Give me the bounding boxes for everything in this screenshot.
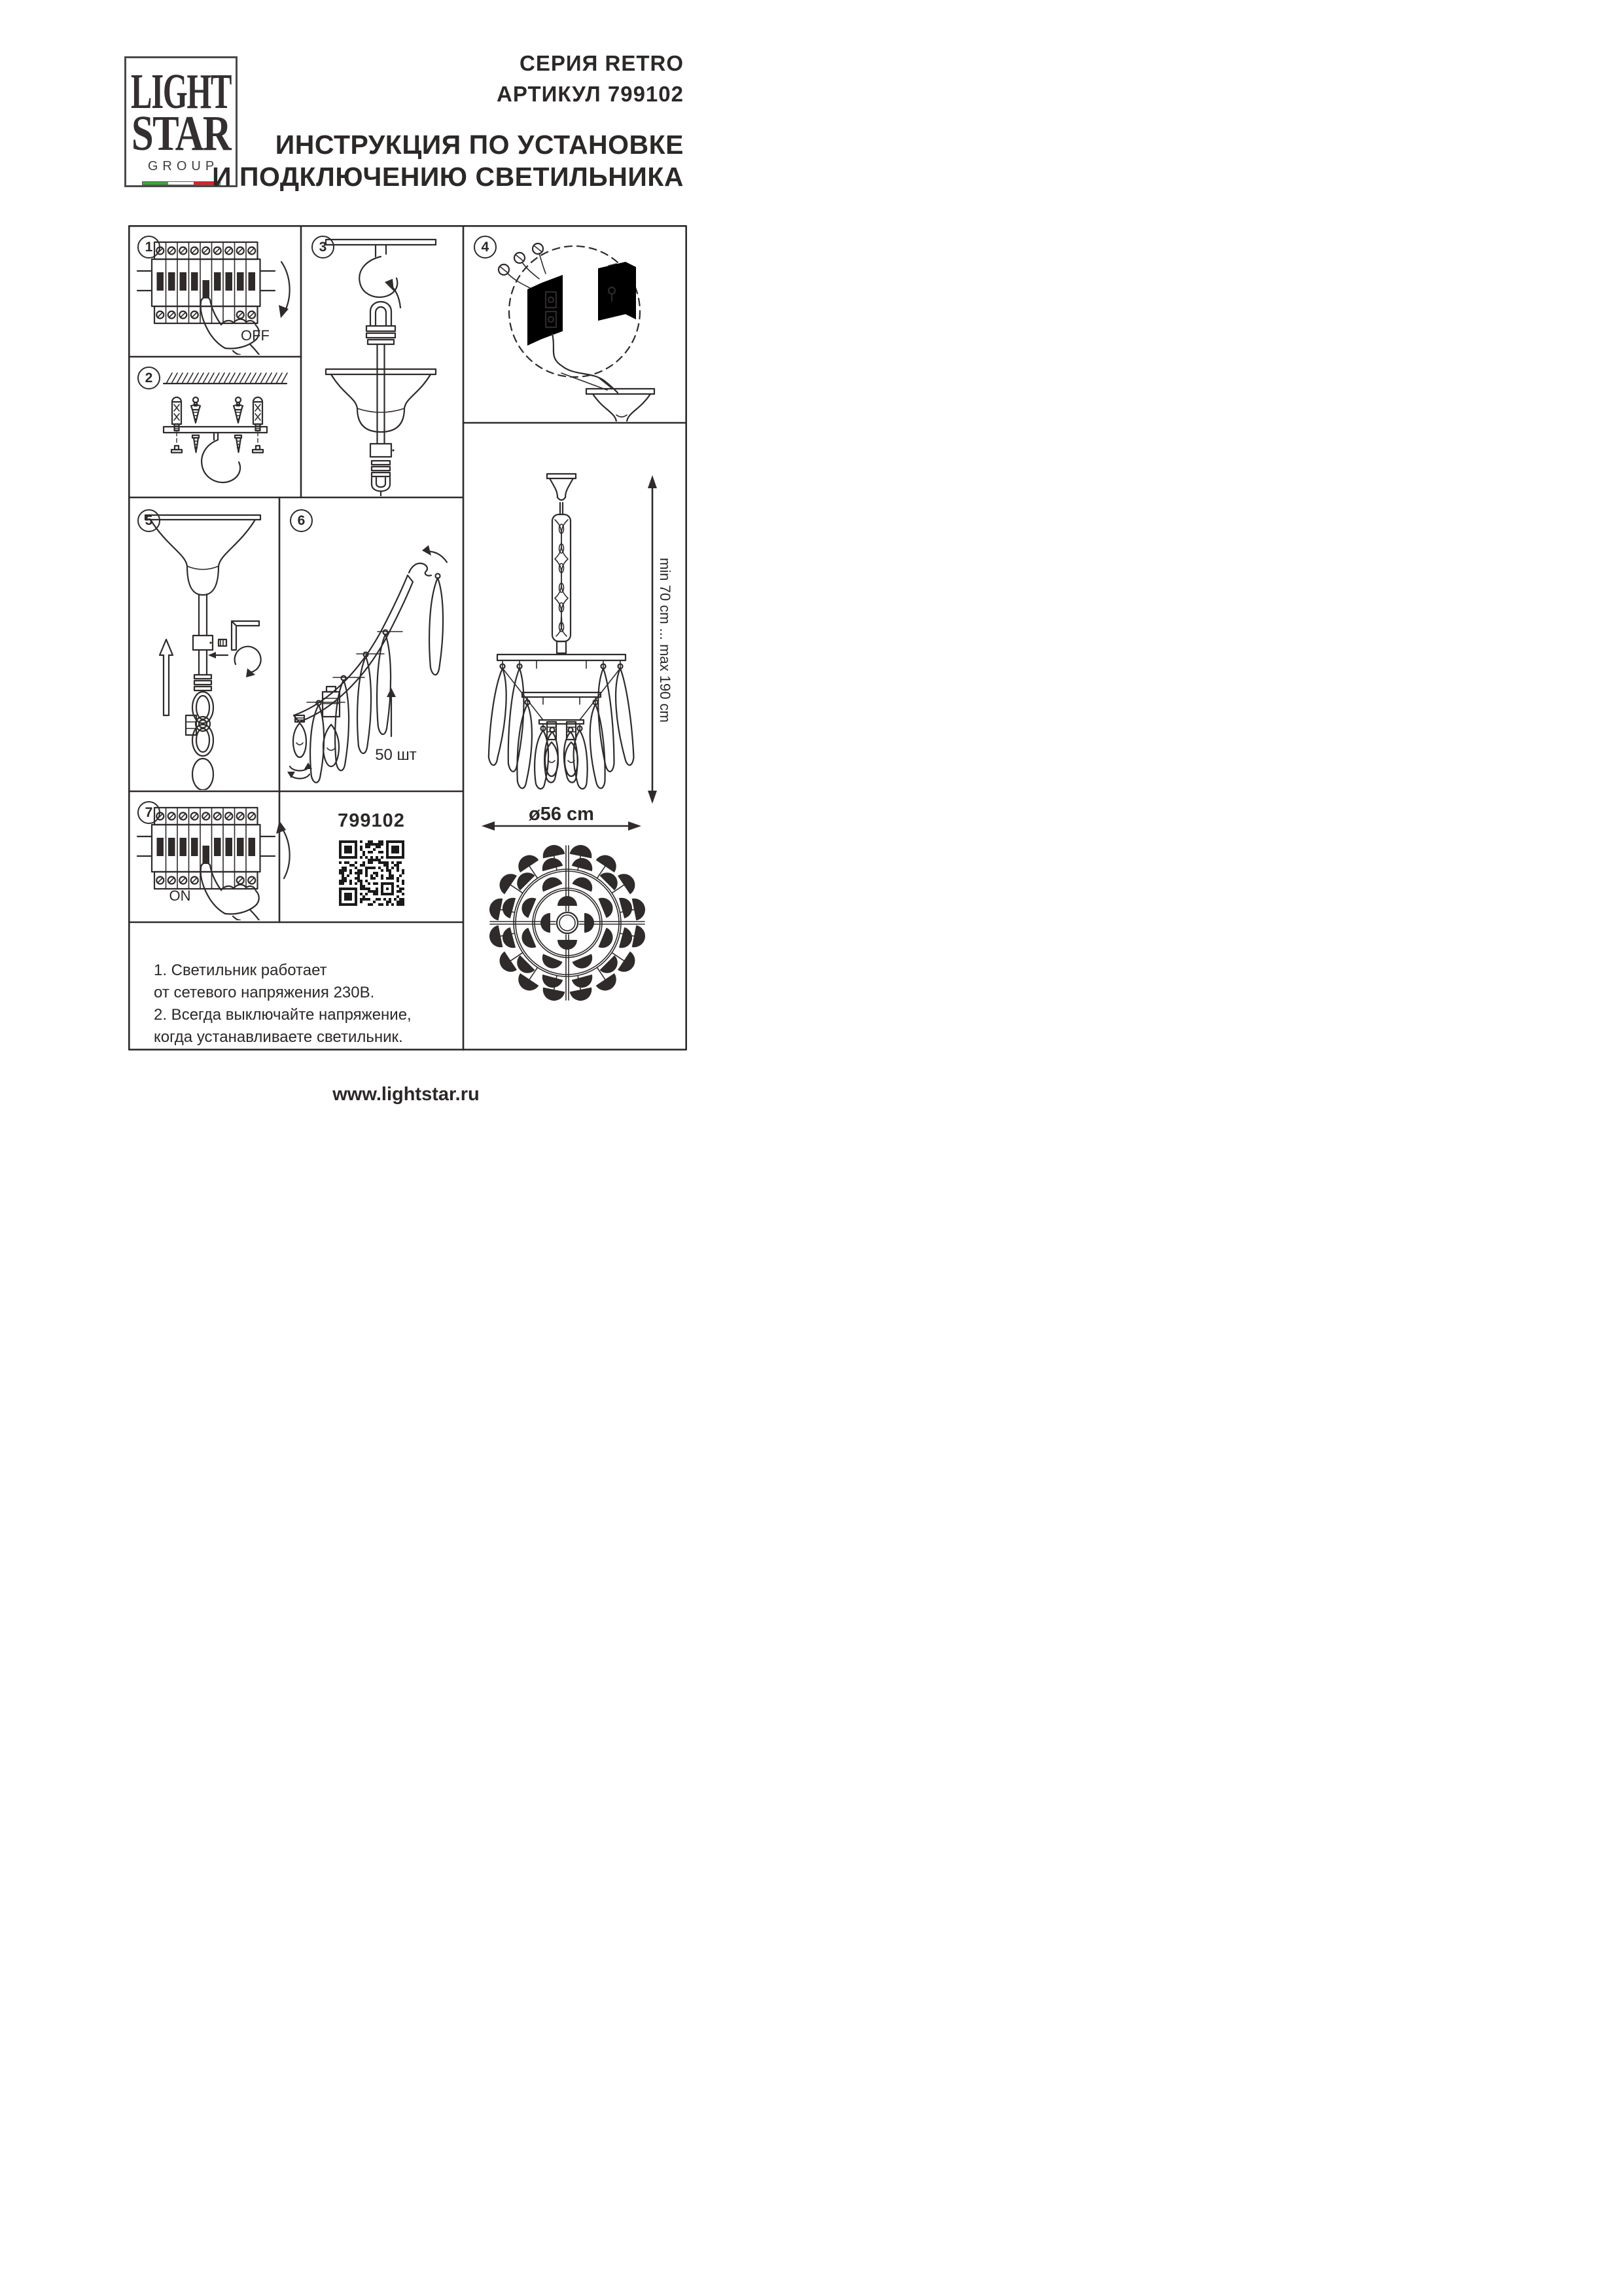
canopy-cup [145, 512, 260, 595]
ceiling-hook [202, 440, 240, 482]
article-title: АРТИКУЛ 799102 [497, 82, 684, 106]
up-arrow [160, 639, 173, 715]
step6-quantity-label: 50 шт [375, 746, 417, 764]
collar [370, 444, 391, 457]
italian-flag-icon [142, 181, 221, 185]
hex-key [232, 621, 259, 650]
note-line3: 2. Всегда выключайте напряжение, [154, 1006, 412, 1024]
ceiling-hook [359, 257, 397, 297]
rod [378, 344, 385, 444]
height-dimension-arrow [648, 475, 657, 804]
tier-frames [497, 655, 626, 730]
step7-number-text: 7 [145, 804, 153, 820]
step4-wiring-illustration [465, 228, 686, 422]
step1-number-text: 1 [145, 239, 153, 255]
diameter-label: ø56 cm [529, 804, 594, 825]
step2-number-text: 2 [145, 370, 153, 386]
rotate-arrow [235, 647, 261, 672]
hanging-loop [370, 302, 391, 326]
qr-code [339, 840, 404, 906]
header-titles [212, 51, 684, 193]
canopy-cup [586, 389, 654, 422]
wire-hook [409, 564, 431, 576]
candle-bulb [323, 725, 339, 766]
terminal-cover [598, 262, 636, 321]
note-line4: когда устанавливаете светильник. [154, 1028, 403, 1046]
column-joint [557, 641, 566, 653]
rod [199, 595, 207, 636]
step4-number-text: 4 [481, 239, 489, 255]
crystal-petals-side [489, 664, 634, 789]
step2-ceiling-mounting-illustration [130, 359, 300, 496]
instruction-title-line1: ИНСТРУКЦИЯ ПО УСТАНОВКЕ [275, 130, 684, 160]
step5-number-text: 5 [145, 512, 153, 528]
instruction-title [212, 129, 684, 193]
step3-hook-hanging-illustration [302, 228, 462, 496]
screw-right [235, 435, 241, 452]
ceiling-cup [547, 474, 576, 500]
spare-bulb [287, 715, 312, 779]
logo-star-text: STAR [131, 105, 231, 161]
anchor-small-right [234, 397, 243, 423]
step7-on-label: ON [169, 888, 191, 904]
height-range-label: min 70 cm ... max 190 cm [657, 558, 673, 723]
wires [552, 334, 618, 393]
note-line1: 1. Светильник работает [154, 961, 327, 979]
set-screw [219, 639, 226, 646]
screw-left [192, 435, 199, 452]
terminal-block [527, 275, 563, 346]
anchor-large-left [171, 397, 182, 453]
step1-off-label: OFF [241, 327, 270, 344]
chandelier-dimension-illustration [465, 424, 686, 1049]
bottom-loop [372, 478, 390, 496]
anchor-small-left [191, 397, 200, 423]
note-line2: от сетевого напряжения 230В. [154, 984, 375, 1001]
logo-light-text: LIGHT [130, 64, 232, 119]
instruction-title-line2: И ПОДКЛЮЧЕНИЮ СВЕТИЛЬНИКА [212, 162, 684, 192]
chandelier-bottom-view [487, 843, 647, 1003]
anchor-large-right [253, 397, 263, 453]
website-link[interactable]: www.lightstar.ru [332, 1084, 480, 1105]
step3-number-text: 3 [319, 239, 327, 255]
step6-number-text: 6 [297, 512, 306, 528]
canopy-cup [326, 369, 436, 432]
qr-article-number: 799102 [338, 810, 405, 831]
instruction-sheet [0, 0, 812, 1148]
series-title: СЕРИЯ RETRO [520, 51, 684, 75]
safety-notes [154, 960, 412, 1049]
ceiling-plate [326, 240, 436, 245]
terminal-screws [499, 243, 546, 288]
logo-group-text: GROUP [147, 158, 219, 173]
step5-canopy-assembly-illustration [130, 499, 278, 790]
chain-links [192, 692, 213, 790]
twisted-column [552, 514, 571, 641]
